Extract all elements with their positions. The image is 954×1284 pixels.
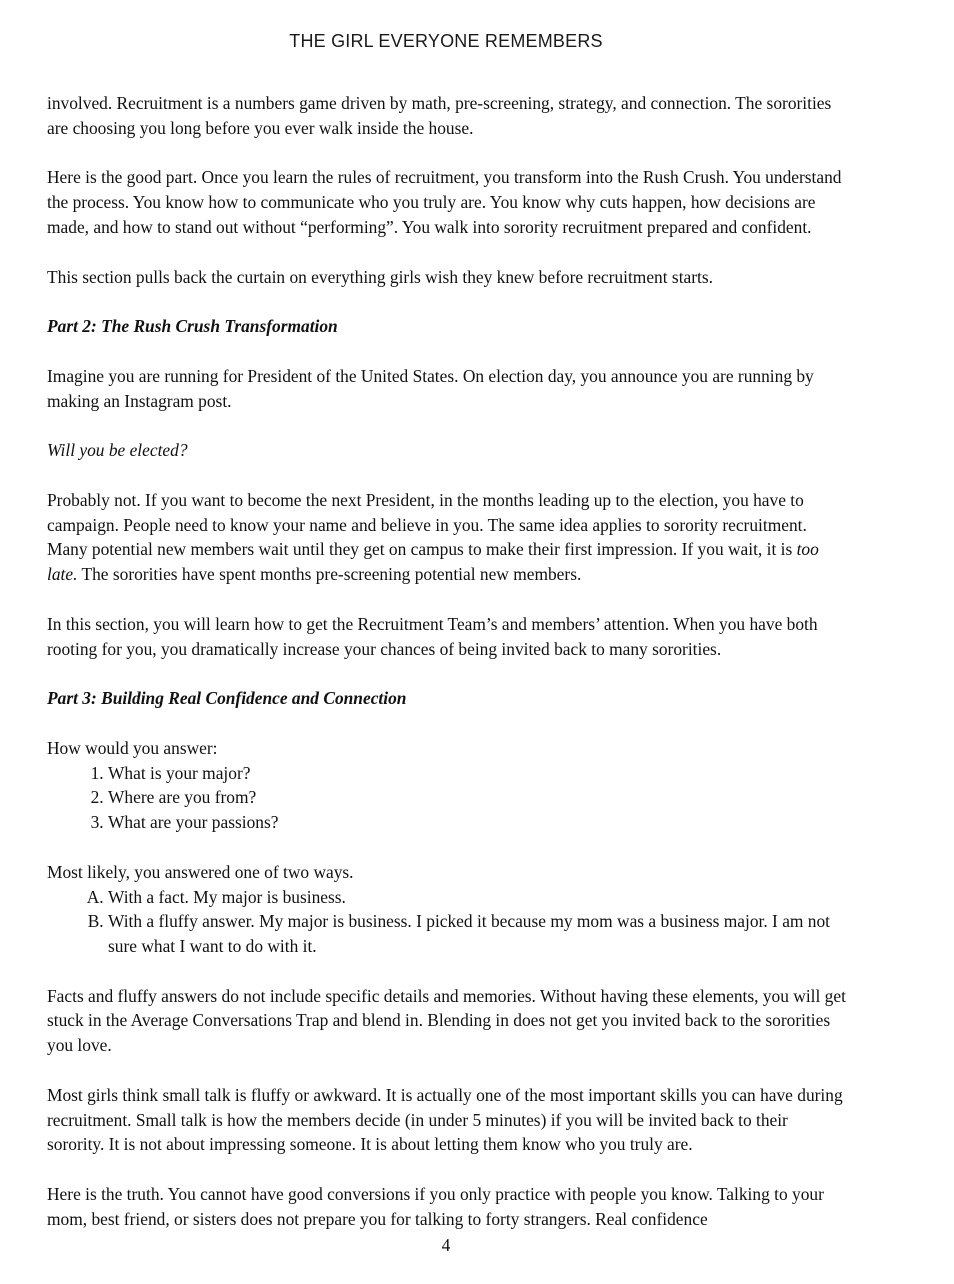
paragraph-text: The sororities have spent months pre-screening potential new members.	[77, 564, 582, 585]
paragraph: Imagine you are running for President of the United States. On election day, you announce you are running by making an Instagram post.	[47, 365, 814, 411]
page-number: 4	[441, 1235, 451, 1255]
running-header-title: THE GIRL EVERYONE REMEMBERS	[289, 31, 603, 51]
paragraph: Here is the good part. Once you learn the rules of recruitment, you transform into the Rush Crush. You understand the process. You know how to communicate who you truly are. You know why cuts happen, how decisions are made, and how to stand out without “performing”. You walk into sorority recruitment prepared and confident.	[47, 167, 842, 237]
section-heading-part-2: Part 2: The Rush Crush Transformation	[47, 316, 338, 337]
list-item: 1. What is your major?	[108, 761, 847, 786]
paragraph: involved. Recruitment is a numbers game driven by math, pre-screening, strategy, and connection. The sororities are choosing you long before you ever walk inside the house.	[47, 93, 832, 138]
body-text	[47, 91, 847, 1256]
paragraph-text: Probably not. If you want to become the next President, in the months leading up to the election, you have to campaign. People need to know your name and believe in you. The same idea applies to sorority recruitment. Many potential new members wait until they get on campus to make their first impression. If you wait, it is	[47, 489, 807, 560]
answers-list	[47, 885, 847, 959]
list-item: 3. What are your passions?	[108, 810, 847, 835]
paragraph: Here is the truth. You cannot have good conversions if you only practice with people you know. Talking to your mom, best friend, or sisters does not prepare you for talking to forty strangers. Real confidence	[47, 1184, 824, 1229]
emphasis-text: too late.	[47, 539, 819, 585]
list-item: B. With a fluffy answer. My major is business. I picked it because my mom was a business major. I am not sure what I want to do with it.	[108, 909, 847, 959]
paragraph-with-emphasis	[47, 488, 847, 587]
paragraph: How would you answer:	[47, 737, 218, 758]
rhetorical-question: Will you be elected?	[47, 440, 188, 461]
paragraph: Most girls think small talk is fluffy or awkward. It is actually one of the most important skills you can have during recruitment. Small talk is how the members decide (in under 5 minutes) if you will be invited back to their sorority. It is not about impressing someone. It is about letting them know who you truly are.	[47, 1084, 843, 1155]
list-item: A. With a fact. My major is business.	[108, 885, 847, 910]
paragraph: Facts and fluffy answers do not include specific details and memories. Without having these elements, you will get stuck in the Average Conversations Trap and blend in. Blending in does not get you invited back to the sororities you love.	[47, 985, 846, 1056]
paragraph: Most likely, you answered one of two ways.	[47, 861, 354, 882]
paragraph: This section pulls back the curtain on everything girls wish they knew before recruitment starts.	[47, 266, 713, 287]
questions-list	[47, 761, 847, 835]
section-heading-part-3: Part 3: Building Real Confidence and Connection	[47, 688, 407, 709]
paragraph: In this section, you will learn how to get the Recruitment Team’s and members’ attention. When you have both rooting for you, you dramatically increase your chances of being invited back to many sororities.	[47, 613, 818, 659]
list-item: 2. Where are you from?	[108, 785, 847, 810]
